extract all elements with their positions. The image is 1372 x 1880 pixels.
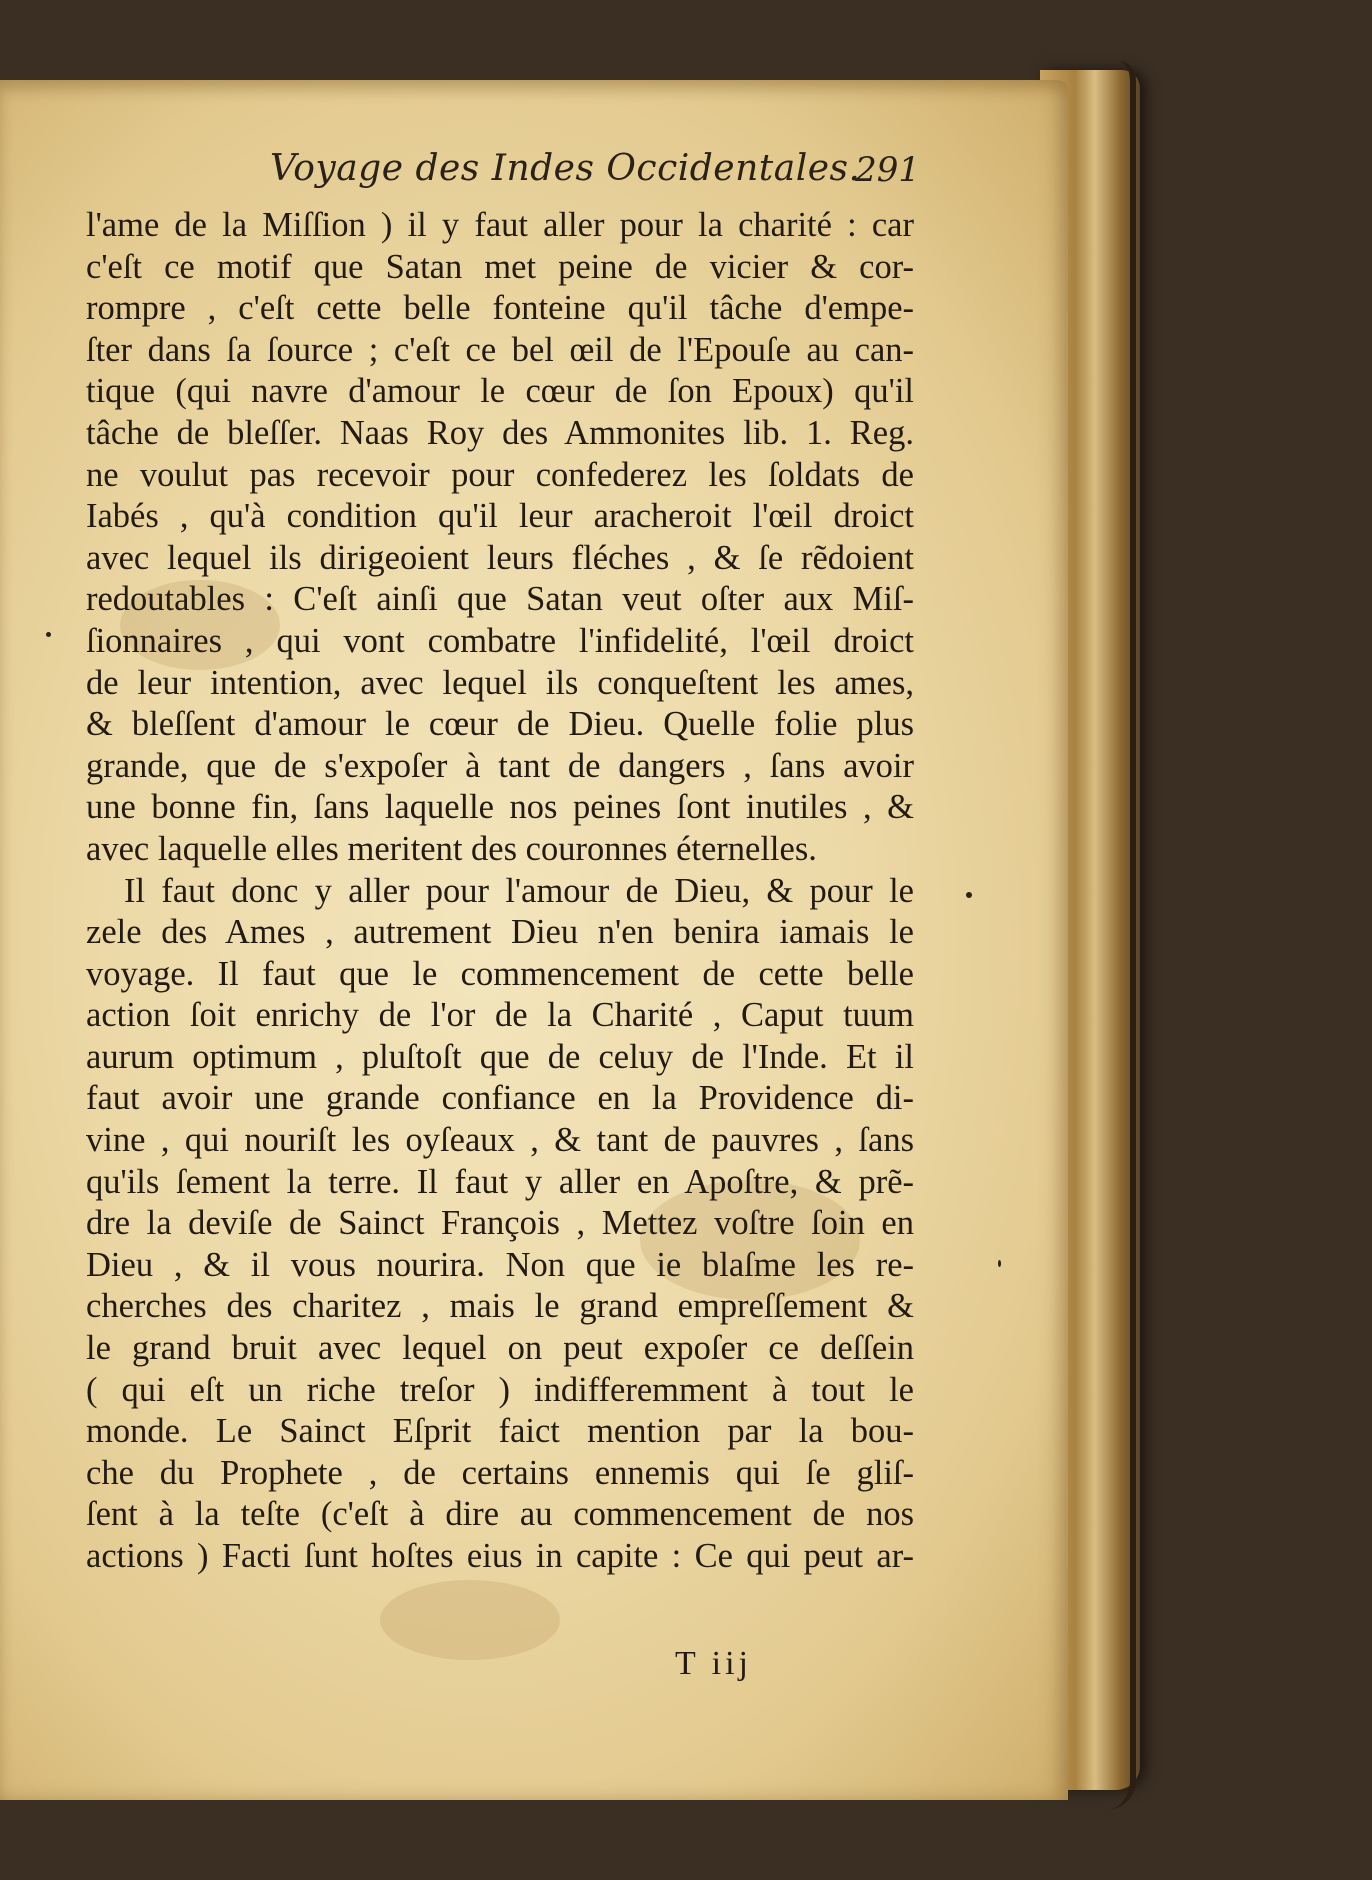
text-line: cherches des charitez , mais le grand empreſſement & — [86, 1287, 914, 1326]
text-line: che du Prophete , de certains ennemis qui ſe gliſ- — [86, 1453, 914, 1492]
text-line: ſter dans ſa ſource ; c'eſt ce bel œil de l'Epouſe au can- — [86, 330, 914, 369]
text-line: redoutables : C'eſt ainſi que Satan veut oſter aux Miſ- — [86, 580, 914, 619]
ink-speck — [966, 892, 972, 898]
ink-speck — [998, 1260, 1001, 1267]
ink-speck — [46, 632, 51, 637]
foxing-stain — [380, 1580, 560, 1660]
text-line: qu'ils ſement la terre. Il faut y aller en Apoſtre, & prẽ- — [86, 1162, 914, 1201]
text-line: de leur intention, avec lequel ils conqueſtent les ames, — [86, 663, 914, 702]
running-title: Voyage des Indes Occidentales. — [270, 148, 861, 189]
text-line: ( qui eſt un riche treſor ) indifferemment à tout le — [86, 1370, 914, 1409]
text-line: ſionnaires , qui vont combatre l'infidelité, l'œil droict — [86, 621, 914, 660]
text-line: c'eſt ce motif que Satan met peine de vicier & cor- — [86, 247, 914, 286]
page-number: 291 — [855, 150, 920, 190]
text-line: action ſoit enrichy de l'or de la Charité , Caput tuum — [86, 996, 914, 1035]
text-line: ſent à la teſte (c'eſt à dire au commencement de nos — [86, 1495, 914, 1534]
text-line: le grand bruit avec lequel on peut expoſer ce deſſein — [86, 1329, 914, 1368]
text-line: aurum optimum , pluſtoſt que de celuy de l'Inde. Et il — [86, 1037, 914, 1076]
text-line: actions ) Facti ſunt hoſtes eius in capite : Ce qui peut ar- — [86, 1537, 914, 1575]
text-line: tique (qui navre d'amour le cœur de ſon Epoux) qu'il — [86, 372, 914, 411]
text-line: faut avoir une grande confiance en la Providence di- — [86, 1079, 914, 1118]
cover-edge — [1060, 60, 1136, 1810]
text-line: grande, que de s'expoſer à tant de dangers , ſans avoir — [86, 746, 914, 785]
text-line: zele des Ames , autrement Dieu n'en benira iamais le — [86, 913, 914, 952]
text-line: dre la deviſe de Sainct François , Mettez voſtre ſoin en — [86, 1204, 914, 1243]
text-line: voyage. Il faut que le commencement de cette belle — [86, 954, 914, 993]
body-text — [86, 205, 914, 1578]
text-line: tâche de bleſſer. Naas Roy des Ammonites lib. 1. Reg. — [86, 413, 914, 452]
text-line: Il faut donc y aller pour l'amour de Dieu, & pour le — [124, 871, 914, 910]
text-line: & bleſſent d'amour le cœur de Dieu. Quelle folie plus — [86, 705, 914, 744]
text-line: vine , qui nouriſt les oyſeaux , & tant de pauvres , ſans — [86, 1121, 914, 1160]
text-line: l'ame de la Miſſion ) il y faut aller pour la charité : car — [86, 206, 914, 244]
text-line: monde. Le Sainct Eſprit faict mention par la bou- — [86, 1412, 914, 1451]
text-line: ne voulut pas recevoir pour confederez les ſoldats de — [86, 455, 914, 494]
text-line: rompre , c'eſt cette belle fonteine qu'il tâche d'empe- — [86, 289, 914, 328]
text-line: une bonne fin, ſans laquelle nos peines ſont inutiles , & — [86, 788, 914, 827]
text-line: avec laquelle elles meritent des couronnes éternelles. — [86, 829, 817, 868]
running-head — [270, 148, 940, 208]
text-line: Dieu , & il vous nourira. Non que ie blaſme les re- — [86, 1245, 914, 1284]
text-line: Iabés , qu'à condition qu'il leur aracheroit l'œil droict — [86, 497, 914, 536]
text-line: avec lequel ils dirigeoient leurs fléches , & ſe rẽdoient — [86, 538, 914, 577]
signature-mark: T iij — [675, 1645, 752, 1682]
